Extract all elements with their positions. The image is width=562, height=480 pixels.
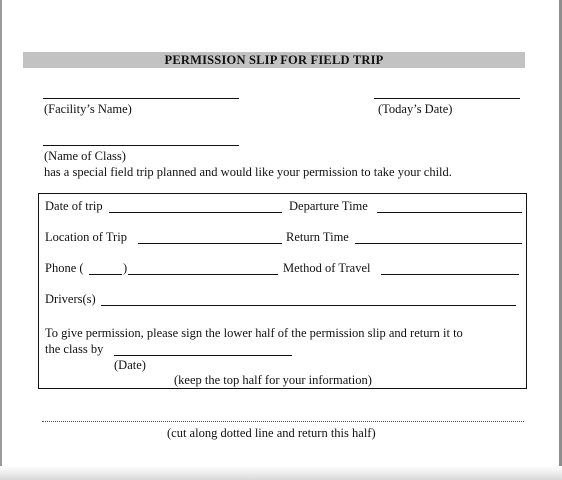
permission-instruction-line2: the class by [45,342,104,356]
method-of-travel-field[interactable] [381,274,519,275]
facility-name-label: (Facility’s Name) [44,102,132,116]
keep-top-half-note: (keep the top half for your information) [174,373,372,387]
drivers-label: Drivers(s) [45,292,96,306]
page-edge-left [0,0,2,480]
method-of-travel-label: Method of Travel [283,261,371,275]
facility-name-line [43,98,239,99]
class-name-line [43,145,239,146]
return-by-date-field[interactable] [114,355,292,356]
phone-paren-close: ) [123,261,128,275]
return-time-label: Return Time [286,230,349,244]
date-label: (Date) [114,358,146,372]
trip-details-box [38,193,527,389]
page-edge-bottom [0,466,562,480]
cut-instruction: (cut along dotted line and return this half) [167,426,376,440]
cut-dotted-line [42,421,524,422]
return-time-field[interactable] [355,243,522,244]
todays-date-line [374,98,520,99]
phone-label: Phone ( [45,261,84,275]
phone-number-field[interactable] [128,274,278,275]
intro-sentence: has a special field trip planned and would like your permission to take your child. [44,165,452,179]
drivers-field[interactable] [101,305,516,306]
class-name-label: (Name of Class) [44,149,126,163]
departure-time-label: Departure Time [289,199,368,213]
phone-area-code-field[interactable] [89,274,122,275]
document-title: PERMISSION SLIP FOR FIELD TRIP [23,52,525,68]
location-of-trip-field[interactable] [138,243,282,244]
departure-time-field[interactable] [377,212,522,213]
date-of-trip-field[interactable] [109,212,282,213]
location-of-trip-label: Location of Trip [45,230,127,244]
todays-date-label: (Today’s Date) [378,102,453,116]
date-of-trip-label: Date of trip [45,199,103,213]
permission-instruction-line1: To give permission, please sign the lower half of the permission slip and return it to [45,326,463,340]
